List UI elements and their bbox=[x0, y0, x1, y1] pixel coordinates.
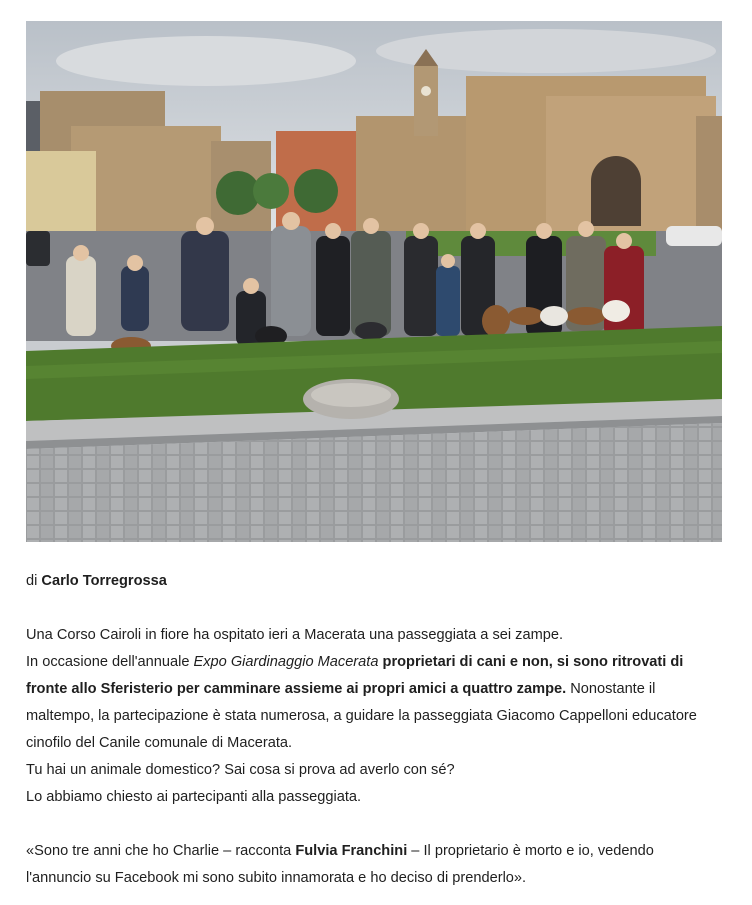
quote-body-text: – Il proprietario è morto e io, vedendo l'annuncio su Facebook mi sono subito innamorata e ho deciso di prenderlo». bbox=[26, 843, 654, 886]
byline-prefix: di bbox=[26, 573, 42, 589]
interviewee-name: Fulvia Franchini bbox=[295, 843, 408, 859]
event-details-text: Nonostante il maltempo, la partecipazione è stata numerosa, a guidare la passeggiata Giacomo Cappelloni educatore cinofilo del Canile comunale di Macerata. bbox=[26, 681, 697, 751]
group-photo-illustration bbox=[26, 21, 722, 542]
paragraph-intro: Una Corso Cairoli in fiore ha ospitato ieri a Macerata una passeggiata a sei zampe. bbox=[26, 627, 564, 643]
event-name: Expo Giardinaggio Macerata bbox=[193, 654, 379, 670]
paragraph-event bbox=[26, 649, 722, 757]
article-body bbox=[26, 568, 722, 892]
event-highlight-text: proprietari di cani e non, si sono ritrovati di fronte allo Sferisterio per camminare assieme ai propri amici a quattro zampe. bbox=[26, 654, 684, 697]
quote-intro-text: «Sono tre anni che ho Charlie – racconta bbox=[26, 843, 296, 859]
author-name: Carlo Torregrossa bbox=[41, 573, 167, 589]
article-photo bbox=[26, 21, 722, 542]
event-intro-text: In occasione dell'annuale bbox=[26, 654, 194, 670]
paragraph-asked: Lo abbiamo chiesto ai partecipanti alla passeggiata. bbox=[26, 789, 362, 805]
paragraph-quote bbox=[26, 838, 722, 892]
paragraph-question: Tu hai un animale domestico? Sai cosa si prova ad averlo con sé? bbox=[26, 762, 455, 778]
byline bbox=[26, 568, 722, 595]
